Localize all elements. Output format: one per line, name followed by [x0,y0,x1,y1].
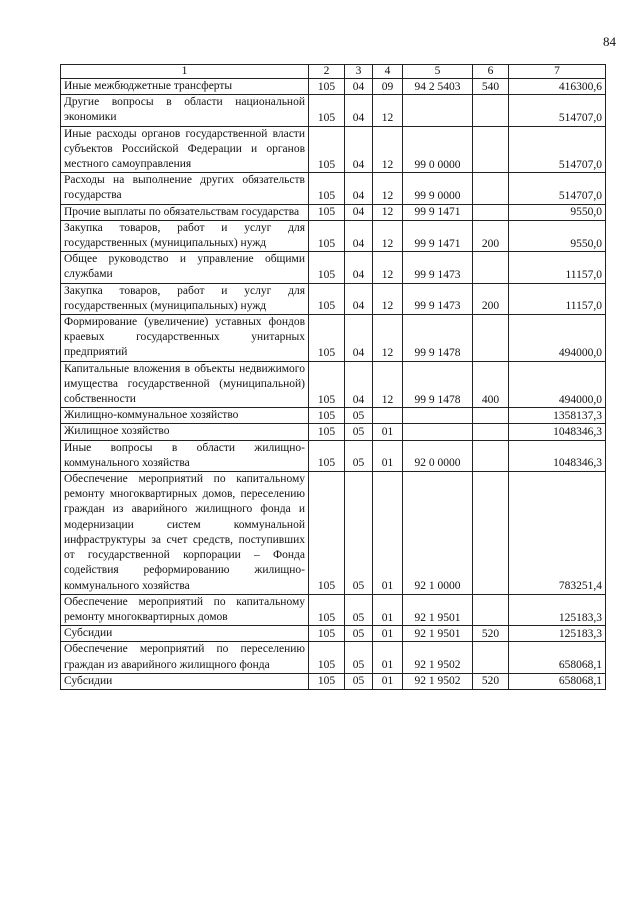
table-row [61,95,606,126]
amount-cell: 1048346,3 [509,424,606,440]
name-cell: Жилищно-коммунальное хозяйство [61,408,309,424]
col2-cell: 105 [309,315,345,362]
table-row [61,642,606,673]
amount-cell: 514707,0 [509,126,606,173]
amount-cell: 125183,3 [509,626,606,642]
table-row [61,173,606,204]
col4-cell: 01 [373,472,403,595]
table-header [61,65,606,79]
header-cell-2: 2 [309,65,345,79]
col3-cell: 05 [345,642,373,673]
col3-cell: 04 [345,204,373,220]
col4-cell: 12 [373,204,403,220]
amount-cell: 125183,3 [509,594,606,625]
name-cell: Закупка товаров, работ и услуг для государственных (муниципальных) нужд [61,283,309,314]
col5-cell: 92 0 0000 [403,440,473,471]
table-row [61,594,606,625]
col4-cell: 01 [373,626,403,642]
col4-cell: 09 [373,79,403,95]
table-row [61,252,606,283]
table-row [61,79,606,95]
name-cell: Формирование (увеличение) уставных фондов краевых государственных унитарных предприятий [61,315,309,362]
amount-cell: 9550,0 [509,220,606,251]
col3-cell: 04 [345,126,373,173]
name-cell: Прочие выплаты по обязательствам государства [61,204,309,220]
col4-cell: 01 [373,424,403,440]
col6-cell [473,424,509,440]
col5-cell: 99 9 0000 [403,173,473,204]
amount-cell: 1048346,3 [509,440,606,471]
col5-cell: 92 1 9502 [403,642,473,673]
col5-cell: 99 9 1473 [403,283,473,314]
col4-cell: 01 [373,642,403,673]
amount-cell: 514707,0 [509,173,606,204]
col4-cell: 12 [373,252,403,283]
col4-cell: 01 [373,440,403,471]
col3-cell: 04 [345,173,373,204]
col3-cell: 05 [345,440,373,471]
col3-cell: 05 [345,626,373,642]
name-cell: Обеспечение мероприятий по переселению граждан из аварийного жилищного фонда [61,642,309,673]
table-row [61,204,606,220]
col5-cell: 92 1 9501 [403,594,473,625]
col2-cell: 105 [309,126,345,173]
col6-cell: 200 [473,283,509,314]
name-cell: Обеспечение мероприятий по капитальному ремонту многоквартирных домов [61,594,309,625]
name-cell: Иные межбюджетные трансферты [61,79,309,95]
col3-cell: 05 [345,424,373,440]
col6-cell [473,408,509,424]
col3-cell: 05 [345,594,373,625]
table-row [61,626,606,642]
col5-cell [403,95,473,126]
col6-cell [473,95,509,126]
header-row [61,65,606,79]
col4-cell: 12 [373,283,403,314]
col5-cell [403,424,473,440]
col3-cell: 04 [345,283,373,314]
col6-cell [473,315,509,362]
amount-cell: 514707,0 [509,95,606,126]
col6-cell: 520 [473,626,509,642]
name-cell: Общее руководство и управление общими службами [61,252,309,283]
col2-cell: 105 [309,424,345,440]
table-body [61,79,606,690]
col6-cell [473,126,509,173]
name-cell: Иные расходы органов государственной власти субъектов Российской Федерации и органов местного самоуправления [61,126,309,173]
col5-cell: 94 2 5403 [403,79,473,95]
table-row [61,408,606,424]
name-cell: Субсидии [61,626,309,642]
col2-cell: 105 [309,440,345,471]
table-row [61,315,606,362]
name-cell: Другие вопросы в области национальной экономики [61,95,309,126]
table-row [61,220,606,251]
col3-cell: 04 [345,95,373,126]
amount-cell: 783251,4 [509,472,606,595]
col6-cell [473,642,509,673]
col5-cell [403,408,473,424]
col5-cell: 92 1 9501 [403,626,473,642]
col5-cell: 92 1 0000 [403,472,473,595]
col3-cell: 05 [345,472,373,595]
header-cell-6: 6 [473,65,509,79]
col2-cell: 105 [309,95,345,126]
col2-cell: 105 [309,673,345,689]
col6-cell: 400 [473,361,509,408]
header-cell-5: 5 [403,65,473,79]
col6-cell: 200 [473,220,509,251]
col6-cell [473,594,509,625]
amount-cell: 1358137,3 [509,408,606,424]
col6-cell [473,472,509,595]
col4-cell: 01 [373,673,403,689]
table-row [61,472,606,595]
name-cell: Субсидии [61,673,309,689]
table-row [61,126,606,173]
col5-cell: 99 9 1478 [403,361,473,408]
col2-cell: 105 [309,361,345,408]
col2-cell: 105 [309,642,345,673]
col6-cell [473,173,509,204]
col3-cell: 04 [345,220,373,251]
col2-cell: 105 [309,408,345,424]
table-row [61,283,606,314]
col5-cell: 99 0 0000 [403,126,473,173]
col5-cell: 99 9 1471 [403,204,473,220]
amount-cell: 494000,0 [509,361,606,408]
col2-cell: 105 [309,252,345,283]
col3-cell: 04 [345,315,373,362]
name-cell: Обеспечение мероприятий по капитальному ремонту многоквартирных домов, переселению граждан из аварийного жилищного фонда и модернизации систем коммунальной инфраструктуры за счет средств, поступивших от государственной корпорации – Фонда содействия реформированию жилищно-коммунального хозяйства [61,472,309,595]
amount-cell: 11157,0 [509,252,606,283]
col2-cell: 105 [309,594,345,625]
col6-cell [473,252,509,283]
amount-cell: 494000,0 [509,315,606,362]
col3-cell: 04 [345,361,373,408]
table-row [61,440,606,471]
col2-cell: 105 [309,204,345,220]
col3-cell: 05 [345,408,373,424]
col6-cell: 540 [473,79,509,95]
col6-cell [473,204,509,220]
col6-cell: 520 [473,673,509,689]
name-cell: Иные вопросы в области жилищно-коммунального хозяйства [61,440,309,471]
col2-cell: 105 [309,220,345,251]
col5-cell: 99 9 1471 [403,220,473,251]
col2-cell: 105 [309,472,345,595]
col4-cell: 12 [373,95,403,126]
col2-cell: 105 [309,173,345,204]
col4-cell: 12 [373,220,403,251]
table-row [61,673,606,689]
name-cell: Капитальные вложения в объекты недвижимого имущества государственной (муниципальной) собственности [61,361,309,408]
col4-cell: 01 [373,594,403,625]
col5-cell: 99 9 1473 [403,252,473,283]
name-cell: Жилищное хозяйство [61,424,309,440]
col4-cell: 12 [373,315,403,362]
header-cell-7: 7 [509,65,606,79]
col3-cell: 05 [345,673,373,689]
col4-cell: 12 [373,361,403,408]
header-cell-3: 3 [345,65,373,79]
budget-table [60,64,606,690]
col5-cell: 99 9 1478 [403,315,473,362]
amount-cell: 416300,6 [509,79,606,95]
header-cell-1: 1 [61,65,309,79]
col6-cell [473,440,509,471]
col4-cell: 12 [373,126,403,173]
amount-cell: 658068,1 [509,642,606,673]
col3-cell: 04 [345,79,373,95]
header-cell-4: 4 [373,65,403,79]
amount-cell: 11157,0 [509,283,606,314]
col2-cell: 105 [309,626,345,642]
name-cell: Расходы на выполнение других обязательств государства [61,173,309,204]
col4-cell [373,408,403,424]
name-cell: Закупка товаров, работ и услуг для государственных (муниципальных) нужд [61,220,309,251]
table-row [61,424,606,440]
amount-cell: 658068,1 [509,673,606,689]
col5-cell: 92 1 9502 [403,673,473,689]
col2-cell: 105 [309,283,345,314]
col4-cell: 12 [373,173,403,204]
page-number: 84 [603,34,616,49]
table-row [61,361,606,408]
col2-cell: 105 [309,79,345,95]
amount-cell: 9550,0 [509,204,606,220]
col3-cell: 04 [345,252,373,283]
